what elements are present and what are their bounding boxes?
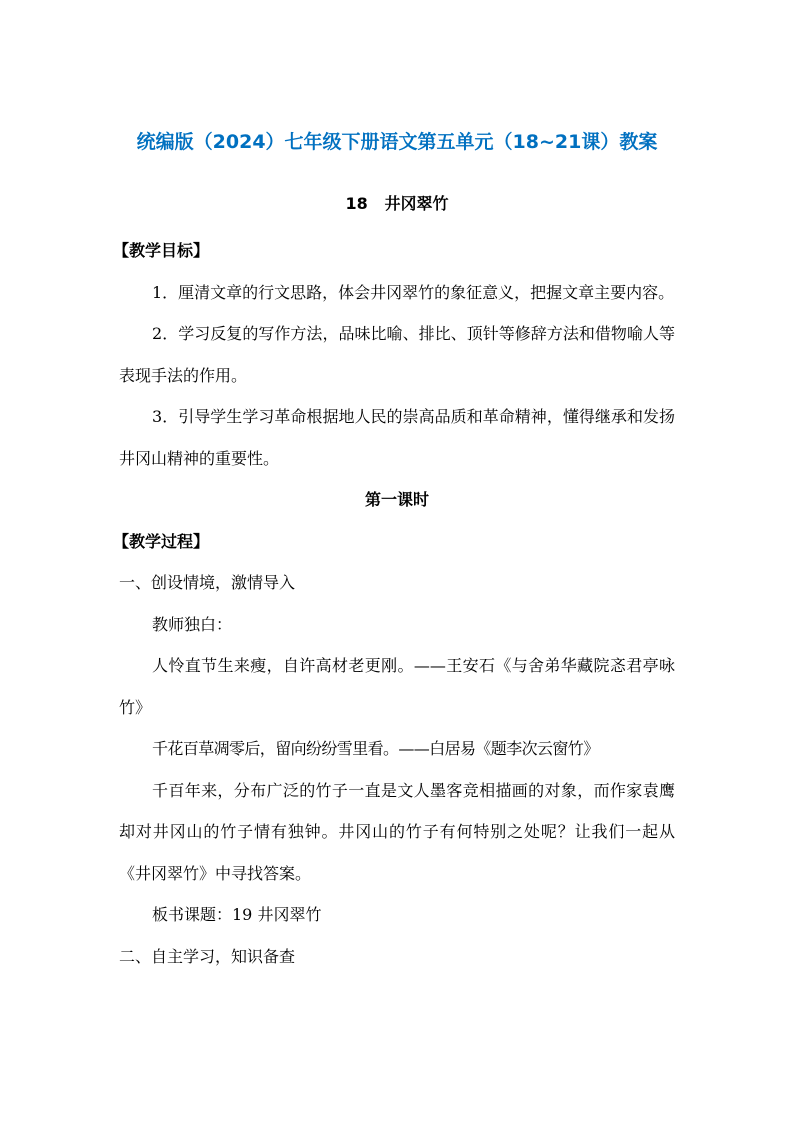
poem-quote-1: 人怜直节生来瘦，自许高材老更刚。——王安石《与舍弟华藏院忞君亭咏竹》	[119, 656, 675, 717]
poem-quote-2: 千花百草凋零后，留向纷纷雪里看。——白居易《题李次云窗竹》	[152, 739, 599, 758]
process-heading: 【教学过程】	[113, 531, 210, 551]
objective-item-2: 2．学习反复的写作方法，品味比喻、排比、顶针等修辞方法和借物喻人等表现手法的作用。	[119, 324, 675, 385]
section-1-title: 一、创设情境，激情导入	[119, 573, 296, 592]
document-title: 统编版（2024）七年级下册语文第五单元（18~21课）教案	[136, 131, 658, 153]
objective-item-1: 1．厘清文章的行文思路，体会井冈翠竹的象征意义，把握文章主要内容。	[152, 282, 675, 302]
teacher-intro-label: 教师独白：	[152, 614, 233, 634]
objectives-heading: 【教学目标】	[113, 241, 210, 260]
period-heading: 第一课时	[364, 490, 429, 509]
document-body	[113, 230, 675, 977]
board-title: 板书课题：19 井冈翠竹	[152, 905, 322, 924]
objective-item-3: 3．引导学生学习革命根据地人民的崇高品质和革命精神，懂得继承和发扬井冈山精神的重要性。	[119, 407, 675, 468]
lesson-title: 18 井冈翠竹	[345, 194, 449, 213]
section-2-title: 二、自主学习，知识备查	[119, 946, 296, 966]
intro-paragraph: 千百年来，分布广泛的竹子一直是文人墨客竞相描画的对象，而作家袁鹰却对井冈山的竹子情有独钟。井冈山的竹子有何特别之处呢？让我们一起从《井冈翠竹》中寻找答案。	[119, 780, 675, 883]
